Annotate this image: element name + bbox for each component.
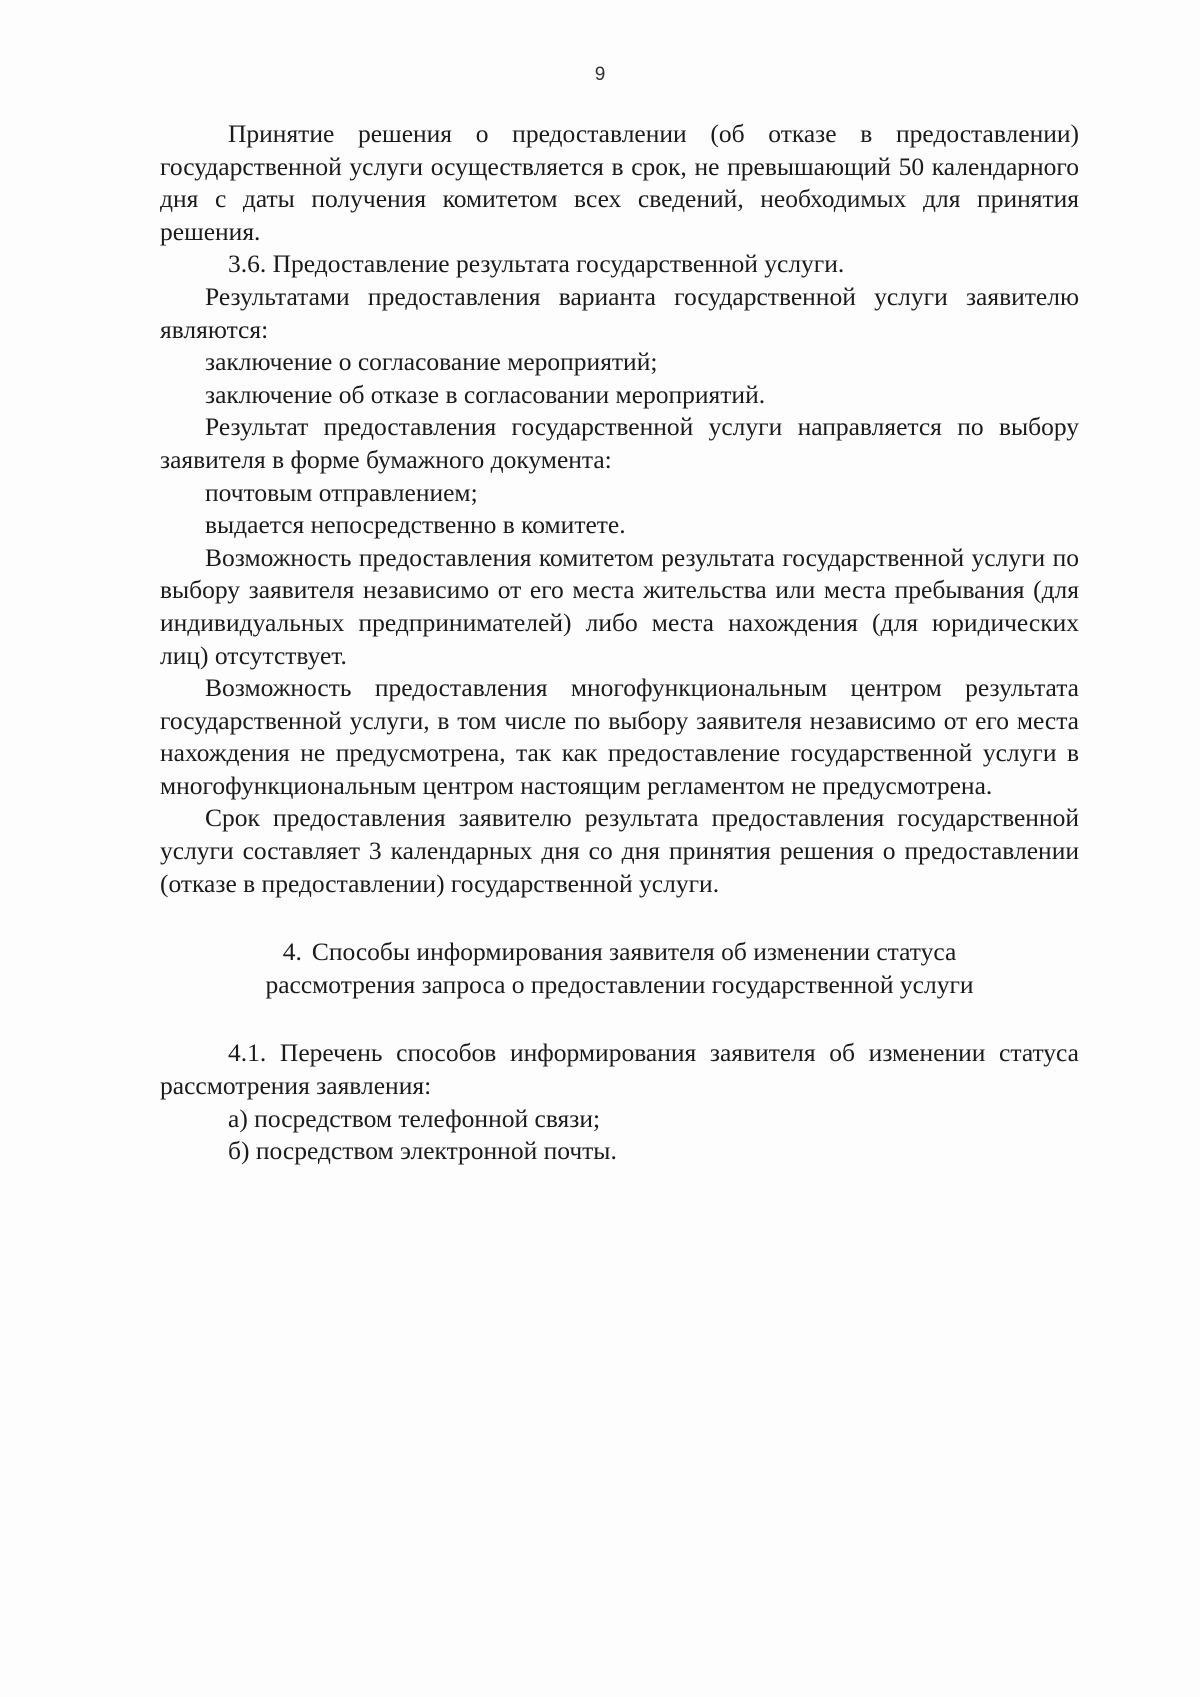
paragraph: Срок предоставления заявителю результата предоставления государственной услуги составляет 3 календарных дня со дня принятия решения о предоставлении (отказе в предоставлении) государственной услуги. xyxy=(160,803,1079,898)
paragraph: Результатами предоставления варианта государственной услуги заявителю являются: xyxy=(160,281,1079,344)
paragraph: а) посредством телефонной связи; xyxy=(228,1103,601,1133)
paragraph: Возможность предоставления комитетом результата государственной услуги по выбору заявителя независимо от его места жительства или места пребывания (для индивидуальных предпринимателей) либо места нахождения (для юридических лиц) отсутствует. xyxy=(160,542,1079,670)
paragraph: заключение об отказе в согласовании мероприятий. xyxy=(205,379,766,409)
paragraph: выдается непосредственно в комитете. xyxy=(205,510,626,540)
paragraph: 3.6. Предоставление результата государственной услуги. xyxy=(228,249,845,279)
page-number: 9 xyxy=(594,64,606,85)
section-heading xyxy=(160,936,1079,1001)
paragraph: Возможность предоставления многофункциональным центром результата государственной услуги, в том числе по выбору заявителя независимо от его места нахождения не предусмотрена, так как предоставление государственной услуги в многофункциональным центром настоящим регламентом не предусмотрена. xyxy=(160,673,1079,800)
section-4-1-text xyxy=(160,1037,1079,1167)
section-3-6-text xyxy=(160,118,1079,900)
section-heading-number: 4. xyxy=(282,937,302,967)
paragraph: заключение о согласование мероприятий; xyxy=(205,347,658,377)
paragraph: Результат предоставления государственной услуги направляется по выбору заявителя в форме бумажного документа: xyxy=(160,412,1079,474)
spacer xyxy=(160,900,1079,936)
section-heading-line-1: Способы информирования заявителя об изменении статуса xyxy=(311,937,957,967)
paragraph: почтовым отправлением; xyxy=(205,477,478,507)
paragraph: б) посредством электронной почты. xyxy=(228,1136,617,1166)
paragraph: Принятие решения о предоставлении (об отказе в предоставлении) государственной услуги осуществляется в срок, не превышающий 50 календарного дня с даты получения комитетом всех сведений, необходимых для принятия решения. xyxy=(160,119,1079,246)
section-heading-line-2: рассмотрения запроса о предоставлении государственной услуги xyxy=(265,969,974,999)
document-body xyxy=(160,118,1079,1168)
spacer xyxy=(160,1001,1079,1037)
paragraph: 4.1. Перечень способов информирования заявителя об изменении статуса рассмотрения заявления: xyxy=(160,1038,1079,1101)
